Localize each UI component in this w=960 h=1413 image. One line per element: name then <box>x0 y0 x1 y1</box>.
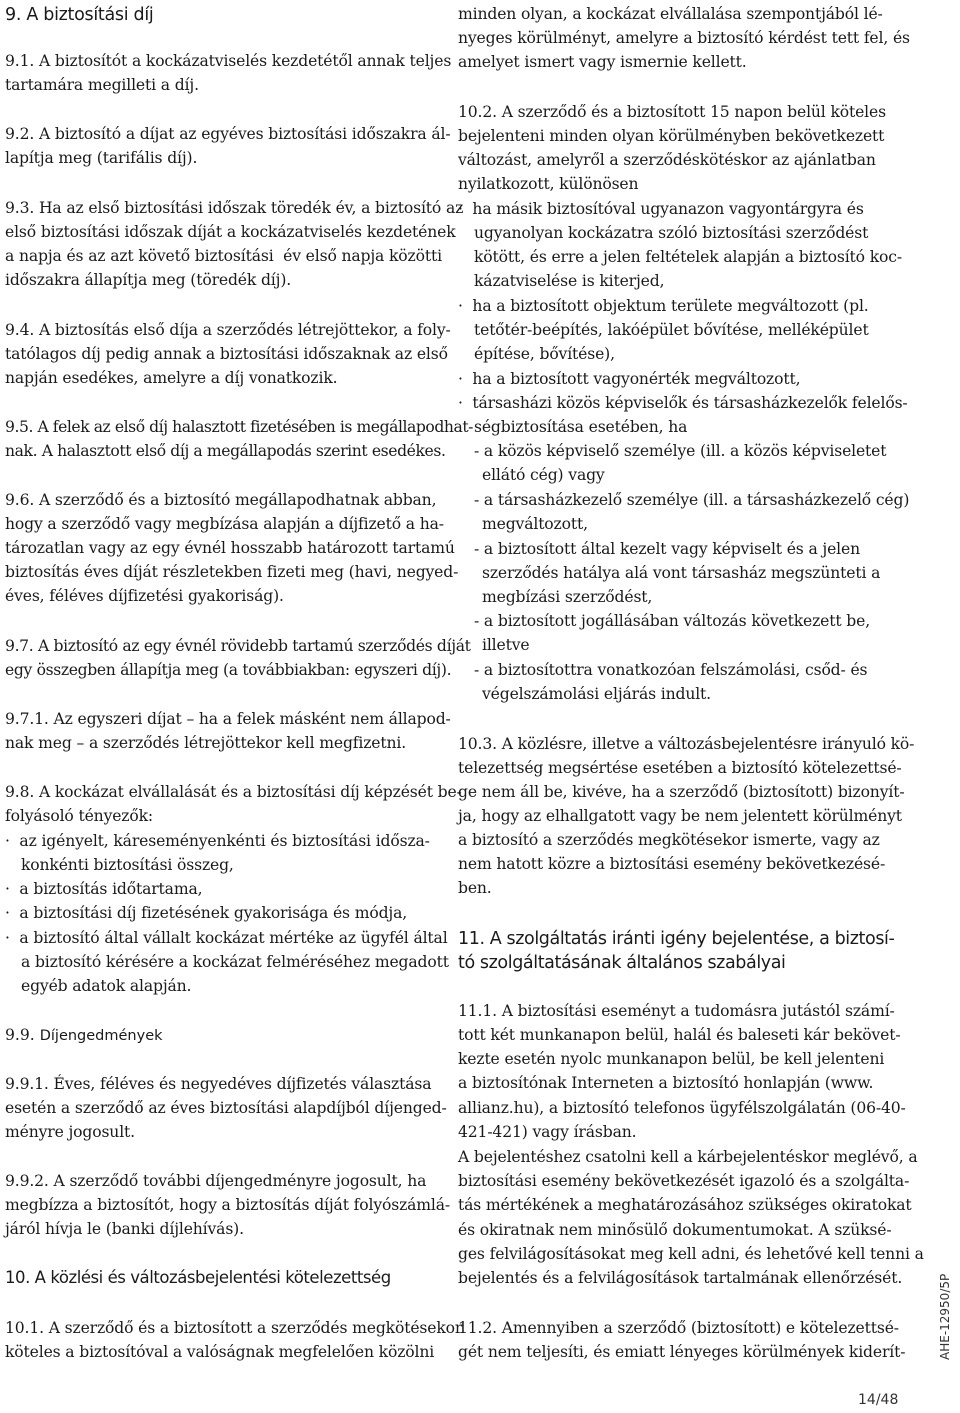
dash-item: - a biztosított jogállásában változás következett be, <box>474 612 870 630</box>
text-line: változást, amelyről a szerződéskötéskor az ajánlatban <box>458 151 876 169</box>
text-line: hogy a szerződő vagy megbízása alapján a díjfizető a ha- <box>5 515 444 533</box>
text-line: ges felvilágosításokat meg kell adni, és lehetővé kell tenni a <box>458 1245 924 1263</box>
text-line: napján esedékes, amelyre a díj vonatkozik. <box>5 369 338 387</box>
text-line: esetén a szerződő az éves biztosítási alapdíjból díjenged- <box>5 1099 447 1117</box>
text-line: illetve <box>482 636 530 654</box>
subsection-number: 9.9. <box>5 1026 40 1044</box>
section-10-heading: 10. A közlési és változásbejelentési kötelezettség <box>5 1268 391 1287</box>
text-line: első biztosítási időszak díját a kockázatviselés kezdetének <box>5 223 456 241</box>
text-line: A bejelentéshez csatolni kell a kárbejelentéskor meglévő, a <box>458 1148 918 1166</box>
text-line: 10.1. A szerződő és a biztosított a szerződés megkötésekor <box>5 1319 463 1337</box>
bullet-item: · ha másik biztosítóval ugyanazon vagyontárgyra és <box>458 200 864 218</box>
text-line: 9.9.2. A szerződő további díjengedményre jogosult, ha <box>5 1172 427 1190</box>
bullet-item: · társasházi közös képviselők és társasházkezelők felelős- <box>458 394 908 412</box>
text-line: tetőtér-beépítés, lakóépület bővítése, melléképület <box>474 321 869 339</box>
bullet-item: · az igényelt, káreseményenkénti és biztosítási idősza- <box>5 832 430 850</box>
text-line: a napja és az azt követő biztosítási év első napja közötti <box>5 247 442 265</box>
bullet-item: · a biztosítás időtartama, <box>5 880 203 898</box>
text-line: a biztosító a szerződés megkötésekor ismerte, vagy az <box>458 831 880 849</box>
text-line: 9.6. A szerződő és a biztosító megállapodhatnak abban, <box>5 491 437 509</box>
text-line: 9.5. A felek az első díj halasztott fizetésében is megállapodhat- <box>5 418 473 436</box>
text-line: tartamára megilleti a díj. <box>5 76 199 94</box>
text-line: 9.3. Ha az első biztosítási időszak töredék év, a biztosító az <box>5 199 464 217</box>
text-line: járól hívja le (banki díjlehívás). <box>5 1220 244 1238</box>
text-line: kötött, és erre a jelen feltételek alapján a biztosító koc- <box>474 248 902 266</box>
text-line: 9.9.1. Éves, féléves és negyedéves díjfizetés választása <box>5 1075 432 1093</box>
text-line: biztosítási esemény bekövetkezését igazoló és a szolgálta- <box>458 1172 910 1190</box>
text-line: egy összegben állapítja meg (a továbbiakban: egyszeri díj). <box>5 661 452 679</box>
dash-item: - a biztosított által kezelt vagy képviselt és a jelen <box>474 540 860 558</box>
text-line: amelyet ismert vagy ismernie kellett. <box>458 53 747 71</box>
document-code: AHE-12950/5P <box>938 1273 952 1360</box>
text-line: 10.3. A közlésre, illetve a változásbejelentésre irányuló kö- <box>458 735 915 753</box>
text-line: folyásoló tényezők: <box>5 807 154 825</box>
text-line: a biztosítónak Interneten a biztosító honlapján (www. <box>458 1074 874 1092</box>
text-line: építése, bővítése), <box>474 345 615 363</box>
bullet-item: · a biztosítási díj fizetésének gyakorisága és módja, <box>5 904 408 922</box>
text-line: nak meg – a szerződés létrejöttekor kell megfizetni. <box>5 734 407 752</box>
text-line: gét nem teljesíti, és emiatt lényeges körülmények kiderít- <box>458 1343 906 1361</box>
text-line: 9.7. A biztosító az egy évnél rövidebb tartamú szerződés díját <box>5 637 471 655</box>
text-line: ben. <box>458 879 492 897</box>
text-line: biztosítás éves díját részletekben fizeti meg (havi, negyed- <box>5 563 459 581</box>
text-line: 9.1. A biztosítót a kockázatviselés kezdetétől annak teljes <box>5 52 452 70</box>
text-line: allianz.hu), a biztosító telefonos ügyfélszolgálatán (06-40- <box>458 1099 906 1117</box>
section-11-heading-line-2: tó szolgáltatásának általános szabályai <box>458 953 786 973</box>
dash-item: - a közös képviselő személye (ill. a közös képviseletet <box>474 442 887 460</box>
dash-item: - a biztosítottra vonatkozóan felszámolási, csőd- és <box>474 661 868 679</box>
text-line: tatólagos díj pedig annak a biztosítási időszaknak az első <box>5 345 448 363</box>
text-line: 9.7.1. Az egyszeri díjat – ha a felek másként nem állapod- <box>5 710 451 728</box>
section-9-heading: 9. A biztosítási díj <box>5 5 154 25</box>
text-line: ja, hogy az elhallgatott vagy be nem jelentett körülményt <box>458 807 902 825</box>
text-line: kázatviselése is kiterjed, <box>474 272 665 290</box>
text-line: ellátó cég) vagy <box>482 466 605 484</box>
text-line: ményre jogosult. <box>5 1123 135 1141</box>
text-line: telezettség megsértése esetében a biztosító kötelezettsé- <box>458 759 902 777</box>
bullet-item: · ha a biztosított objektum területe megváltozott (pl. <box>458 297 869 315</box>
text-line: éves, féléves díjfizetési gyakoriság). <box>5 587 284 605</box>
section-11-heading-line-1: 11. A szolgáltatás iránti igény bejelentése, a biztosí- <box>458 929 895 949</box>
text-line: megváltozott, <box>482 515 588 533</box>
text-line: konkénti biztosítási összeg, <box>21 856 234 874</box>
text-line: bejelenteni minden olyan körülményben bekövetkezett <box>458 127 885 145</box>
text-line: a biztosító kérésére a kockázat felméréséhez megadott <box>21 953 449 971</box>
text-line: tározatlan vagy az egy évnél hosszabb határozott tartamú <box>5 539 455 557</box>
text-line: köteles a biztosítóval a valóságnak megfelelően közölni <box>5 1343 435 1361</box>
text-line: ge nem áll be, kivéve, ha a szerződő (biztosított) bizonyít- <box>458 783 905 801</box>
text-line: minden olyan, a kockázat elvállalása szempontjából lé- <box>458 5 883 23</box>
text-line: tás mértékének a meghatározásához szükséges okiratokat <box>458 1196 912 1214</box>
text-line: megbízza a biztosítót, hogy a biztosítás díját folyószámlá- <box>5 1196 451 1214</box>
text-line: és okiratnak nem minősülő dokumentumokat. A szüksé- <box>458 1221 892 1239</box>
text-line: 9.8. A kockázat elvállalását és a biztosítási díj képzését be- <box>5 783 462 801</box>
text-line: 10.2. A szerződő és a biztosított 15 napon belül köteles <box>458 103 886 121</box>
text-line: szerződés hatálya alá vont társasház megszünteti a <box>482 564 881 582</box>
text-line: ugyanolyan kockázatra szóló biztosítási szerződést <box>474 224 869 242</box>
text-line: egyéb adatok alapján. <box>21 977 192 995</box>
bullet-item: · a biztosító által vállalt kockázat mértéke az ügyfél által <box>5 929 448 947</box>
text-line: nyilatkozott, különösen <box>458 175 639 193</box>
text-line: tott két munkanapon belül, halál és baleseti kár bekövet- <box>458 1026 901 1044</box>
text-line: megbízási szerződést, <box>482 588 653 606</box>
text-line: lapítja meg (tarifális díj). <box>5 149 198 167</box>
bullet-item: · ha a biztosított vagyonérték megváltozott, <box>458 370 801 388</box>
subsection-title: Díjengedmények <box>39 1028 163 1044</box>
text-line: 421-421) vagy írásban. <box>458 1123 637 1141</box>
text-line: kezte esetén nyolc munkanapon belül, be kell jelenteni <box>458 1050 885 1068</box>
text-line: nyeges körülményt, amelyre a biztosító kérdést tett fel, és <box>458 29 910 47</box>
text-line: bejelentés és a felvilágosítások tartalmának ellenőrzését. <box>458 1269 903 1287</box>
text-line: nak. A halasztott első díj a megállapodás szerint esedékes. <box>5 442 446 460</box>
dash-item: - a társasházkezelő személye (ill. a társasházkezelő cég) <box>474 491 910 509</box>
text-line: ségbiztosítása esetében, ha <box>474 418 688 436</box>
text-line: 9.4. A biztosítás első díja a szerződés létrejöttekor, a foly- <box>5 321 451 339</box>
text-line: 11.1. A biztosítási eseményt a tudomásra jutástól számí- <box>458 1002 895 1020</box>
text-line: 11.2. Amennyiben a szerződő (biztosított) e kötelezettsé- <box>458 1319 899 1337</box>
subsection-9-9-heading <box>5 1023 163 1048</box>
page-number: 14/48 <box>858 1392 899 1408</box>
text-line: 9.2. A biztosító a díjat az egyéves biztosítási időszakra ál- <box>5 125 451 143</box>
text-line: időszakra állapítja meg (töredék díj). <box>5 271 292 289</box>
text-line: végelszámolási eljárás indult. <box>482 685 711 703</box>
text-line: nem hatott közre a biztosítási esemény bekövetkezésé- <box>458 855 886 873</box>
